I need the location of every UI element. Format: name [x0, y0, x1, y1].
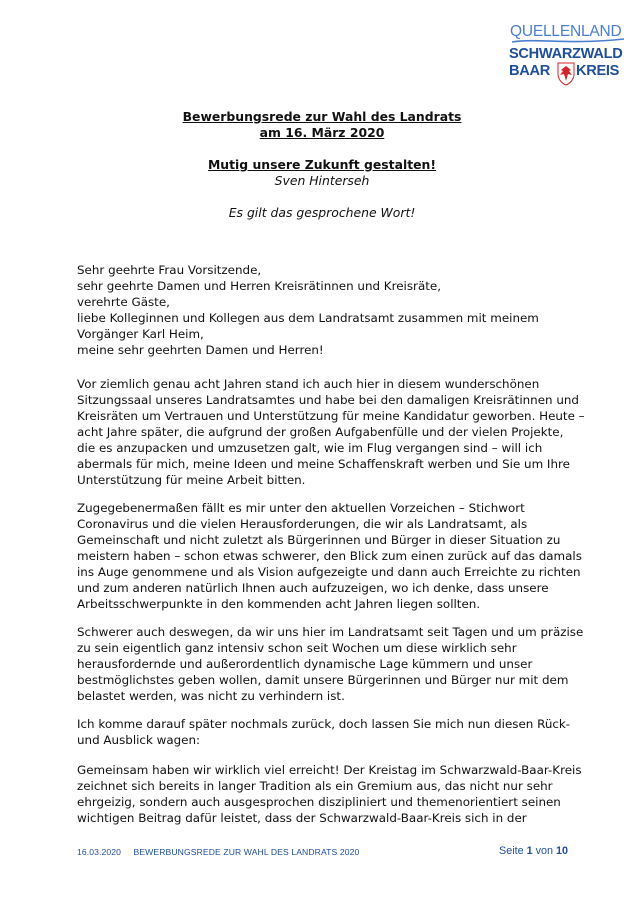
page-current: 1 — [526, 845, 533, 857]
text-line: liebe Kolleginnen und Kollegen aus dem Landratsamt zusammen mit meinem — [77, 311, 539, 325]
speech-title-line1: Bewerbungsrede zur Wahl des Landrats — [182, 109, 462, 124]
footer-document-title: BEWERBUNGSREDE ZUR WAHL DES LANDRATS 2020 — [133, 847, 360, 857]
paragraph-corona — [77, 500, 582, 612]
logo-schwarzwald-text: SCHWARZWALD — [509, 46, 623, 62]
logo-kreis-text: KREIS — [576, 63, 620, 79]
logo-quellenland-text: QUELLENLAND — [510, 23, 622, 40]
text-line: Arbeitsschwerpunkte in den kommenden acht Jahren liegen sollten. — [77, 597, 481, 611]
speech-motto: Mutig unsere Zukunft gestalten! — [207, 157, 437, 172]
text-line: Sitzungssaal unseres Landratsamtes und habe bei den damaligen Kreisrätinnen und — [77, 393, 579, 407]
text-line: bestmöglichstes geben wollen, damit unsere Bürgerinnen und Bürger nur mit dem — [77, 673, 569, 687]
text-line: Vor ziemlich genau acht Jahren stand ich auch hier in diesem wunderschönen — [77, 377, 540, 391]
text-line: herausfordernde und außerordentlich dynamische Lage kümmern und unser — [77, 657, 533, 671]
text-line: belastet werden, was nicht zu verhindern ist. — [77, 689, 345, 703]
page-number — [499, 845, 568, 857]
logo-crest-icon — [557, 62, 575, 86]
text-line: wichtigen Beitrag dafür leistet, dass der Schwarzwald-Baar-Kreis sich in der — [77, 811, 527, 825]
text-line: Sehr geehrte Frau Vorsitzende, — [77, 263, 262, 277]
page-total: 10 — [556, 845, 569, 857]
text-line: acht Jahre später, die aufgrund der großen Aufgabenfülle und der vielen Projekte, — [77, 425, 564, 439]
text-line: Ich komme darauf später nochmals zurück, doch lassen Sie mich nun diesen Rück- — [77, 717, 571, 731]
paragraph-achievements — [77, 762, 582, 826]
text-line: Zugegebenermaßen fällt es mir unter den aktuellen Vorzeichen – Stichwort — [77, 501, 525, 515]
text-line: zu sein eigentlich ganz intensiv schon seit Wochen um diese wirklich sehr — [77, 641, 517, 655]
text-line: Coronavirus und die vielen Herausforderungen, die wir als Landratsamt, als — [77, 517, 528, 531]
text-line: Gemeinsam haben wir wirklich viel erreicht! Der Kreistag im Schwarzwald-Baar-Kreis — [77, 763, 582, 777]
text-line: und zum anderen natürlich Ihnen auch aufzuzeigen, wo ich denke, dass unsere — [77, 581, 549, 595]
speech-title-line2: am 16. März 2020 — [259, 125, 385, 140]
logo-baar-text: BAAR — [509, 63, 550, 79]
text-line: die es anzupacken und umzusetzen galt, wie im Flug vergangen sind – will ich — [77, 441, 543, 455]
paragraph-outlook — [77, 716, 577, 748]
text-line: zeichnet sich bereits in langer Tradition als ein Gremium aus, das nicht nur sehr — [77, 779, 553, 793]
text-line: und Ausblick wagen: — [77, 733, 201, 747]
footer-left — [77, 847, 359, 857]
text-line: meine sehr geehrten Damen und Herren! — [77, 343, 324, 357]
paragraph-intro — [77, 376, 585, 488]
text-line: ehrgeizig, sondern auch ausgesprochen diszipliniert und themenorientiert seinen — [77, 795, 561, 809]
footer-date: 16.03.2020 — [77, 847, 122, 857]
paragraph-greeting — [77, 262, 577, 358]
spoken-word-disclaimer: Es gilt das gesprochene Wort! — [228, 205, 416, 220]
text-line: meistern haben – schon etwas schwerer, den Blick zum einen zurück auf das damals — [77, 549, 582, 563]
quellenland-logo — [508, 20, 628, 92]
text-line: verehrte Gäste, — [77, 295, 170, 309]
text-line: Vorgänger Karl Heim, — [77, 327, 204, 341]
text-line: Gemeinschaft und nicht zuletzt als Bürgerinnen und Bürger in dieser Situation zu — [77, 533, 561, 547]
text-line: ins Auge genommene und als Vision aufgezeigte und dann auch Erreichte zu richten — [77, 565, 581, 579]
paragraph-difficulty — [77, 624, 584, 704]
text-line: Schwerer auch deswegen, da wir uns hier im Landratsamt seit Tagen und um präzise — [77, 625, 584, 639]
text-line: abermals für mich, meine Ideen und meine Schaffenskraft werben und Sie um Ihre — [77, 457, 570, 471]
logo-wave-icon — [508, 36, 628, 46]
text-line: sehr geehrte Damen und Herren Kreisrätinnen und Kreisräte, — [77, 279, 441, 293]
page-label: Seite — [499, 845, 524, 857]
text-line: Kreisräten um Vertrauen und Unterstützung für meine Kandidatur geworben. Heute – — [77, 409, 585, 423]
speaker-name: Sven Hinterseh — [274, 173, 370, 188]
page-of: von — [535, 845, 554, 857]
text-line: Unterstützung für meine Arbeit bitten. — [77, 473, 306, 487]
